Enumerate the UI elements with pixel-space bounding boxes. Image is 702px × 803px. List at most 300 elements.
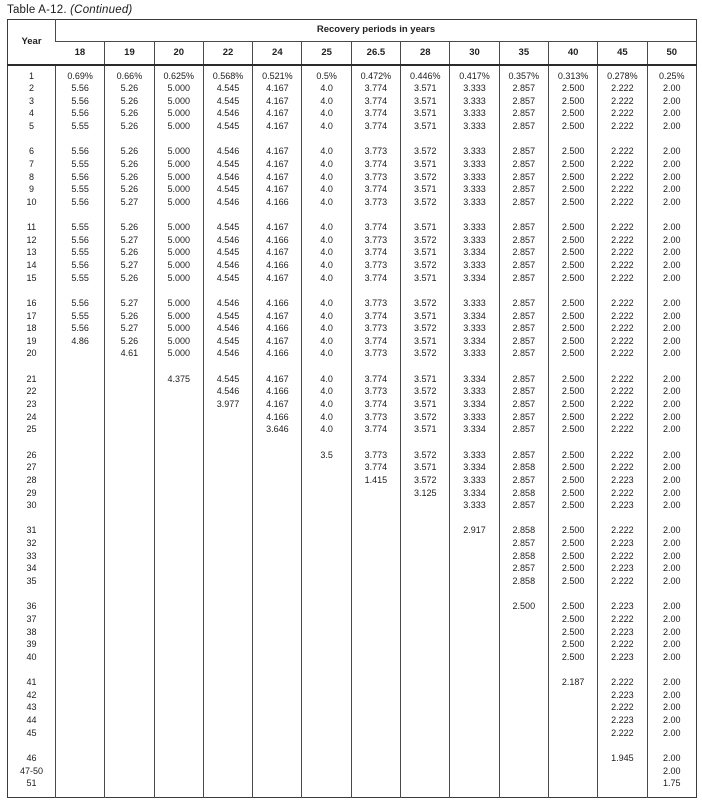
rate-value-cell: 4.546 (203, 259, 252, 272)
rate-value-cell: 2.223 (598, 714, 647, 727)
rate-value-cell (154, 550, 203, 563)
rate-value-cell: 0.66% (105, 65, 154, 82)
rate-value-cell: 5.55 (56, 272, 105, 285)
rate-value-cell (302, 701, 351, 714)
rate-value-cell: 3.333 (450, 234, 499, 247)
rate-value-cell (203, 550, 252, 563)
table-row (8, 234, 697, 247)
rate-value-cell (105, 676, 154, 689)
rate-value-cell (154, 474, 203, 487)
rate-value-cell (105, 373, 154, 386)
table-row (8, 309, 697, 322)
spacer-cell (203, 360, 252, 373)
year-cell: 11 (26, 222, 37, 233)
rate-value-cell: 3.333 (450, 322, 499, 335)
rate-value-cell (351, 575, 400, 588)
rate-value-cell: 3.774 (351, 107, 400, 120)
rate-value-cell: 2.857 (499, 448, 548, 461)
rate-value-cell: 3.333 (450, 183, 499, 196)
table-row (8, 158, 697, 171)
rate-value-cell: 3.773 (351, 385, 400, 398)
rate-value-cell: 4.545 (203, 246, 252, 259)
table-row (8, 461, 697, 474)
rate-value-cell (351, 625, 400, 638)
rate-value-cell: 2.500 (548, 221, 597, 234)
header-group-row (8, 20, 697, 42)
rate-value-cell (450, 676, 499, 689)
rate-value-cell (56, 550, 105, 563)
year-cell: 29 (26, 487, 37, 498)
spacer-cell (203, 284, 252, 297)
rate-value-cell (401, 752, 450, 765)
spacer-cell (598, 284, 647, 297)
spacer-cell (154, 436, 203, 449)
spacer-cell (548, 512, 597, 525)
rate-value-cell (56, 347, 105, 360)
rate-value-cell: 3.572 (401, 297, 450, 310)
rate-value-cell: 0.313% (548, 65, 597, 82)
group-spacer-row (8, 588, 697, 601)
rate-value-cell (105, 689, 154, 702)
rate-value-cell: 2.223 (598, 562, 647, 575)
spacer-cell (499, 208, 548, 221)
rate-value-cell (203, 448, 252, 461)
rate-value-cell: 5.26 (105, 246, 154, 259)
rate-value-cell: 2.222 (598, 107, 647, 120)
rate-value-cell: 4.167 (253, 120, 302, 133)
rate-value-cell: 3.334 (450, 309, 499, 322)
table-row (8, 499, 697, 512)
spacer-cell (450, 512, 499, 525)
rate-value-cell: 2.857 (499, 373, 548, 386)
spacer-cell (302, 588, 351, 601)
rate-value-cell: 4.375 (154, 373, 203, 386)
rate-value-cell (105, 651, 154, 664)
period-header-cell: 22 (203, 42, 252, 65)
rate-value-cell (499, 777, 548, 797)
year-cell: 14 (26, 259, 37, 270)
spacer-cell (499, 360, 548, 373)
group-spacer-row (8, 663, 697, 676)
rate-value-cell: 2.857 (499, 82, 548, 95)
rate-value-cell: 2.857 (499, 474, 548, 487)
period-header-cell: 35 (499, 42, 548, 65)
rate-value-cell (401, 638, 450, 651)
rate-value-cell (401, 689, 450, 702)
rate-value-cell: 2.500 (548, 385, 597, 398)
spacer-cell (154, 663, 203, 676)
rate-value-cell (203, 537, 252, 550)
rate-value-cell: 2.222 (598, 196, 647, 209)
table-row (8, 107, 697, 120)
rate-value-cell: 2.500 (548, 613, 597, 626)
rate-value-cell (253, 474, 302, 487)
rate-value-cell (351, 537, 400, 550)
rate-value-cell: 2.222 (598, 272, 647, 285)
rate-value-cell (351, 550, 400, 563)
rate-value-cell (351, 765, 400, 778)
rate-value-cell (56, 625, 105, 638)
rate-value-cell (450, 600, 499, 613)
table-row (8, 297, 697, 310)
spacer-cell (450, 360, 499, 373)
table-row (8, 322, 697, 335)
rate-value-cell (56, 499, 105, 512)
spacer-cell (450, 436, 499, 449)
year-cell: 18 (26, 323, 37, 334)
rate-value-cell: 2.187 (548, 676, 597, 689)
rate-value-cell (401, 777, 450, 797)
rate-value-cell: 2.857 (499, 272, 548, 285)
rate-value-cell: 2.857 (499, 398, 548, 411)
rate-value-cell (105, 474, 154, 487)
spacer-cell (351, 436, 400, 449)
group-spacer-row (8, 284, 697, 297)
rate-value-cell (105, 613, 154, 626)
rate-value-cell: 1.415 (351, 474, 400, 487)
spacer-cell (401, 436, 450, 449)
rate-value-cell: 2.00 (647, 272, 696, 285)
rate-value-cell: 5.27 (105, 196, 154, 209)
period-header-cell: 28 (401, 42, 450, 65)
spacer-cell (351, 739, 400, 752)
rate-value-cell: 3.572 (401, 259, 450, 272)
period-header-cell: 45 (598, 42, 647, 65)
rate-value-cell: 4.167 (253, 246, 302, 259)
spacer-cell (401, 739, 450, 752)
rate-value-cell (154, 411, 203, 424)
rate-value-cell: 3.774 (351, 120, 400, 133)
rate-value-cell: 5.000 (154, 82, 203, 95)
rate-value-cell (351, 600, 400, 613)
period-header-cell: 26.5 (351, 42, 400, 65)
rate-value-cell (56, 411, 105, 424)
rate-value-cell (105, 486, 154, 499)
rate-value-cell (548, 727, 597, 740)
rate-value-cell: 2.222 (598, 461, 647, 474)
rate-value-cell (548, 714, 597, 727)
rate-value-cell: 2.00 (647, 170, 696, 183)
rate-value-cell (499, 727, 548, 740)
rate-value-cell (203, 752, 252, 765)
rate-value-cell: 2.222 (598, 335, 647, 348)
table-title-prefix: Table A-12. (7, 4, 67, 16)
rate-value-cell: 3.333 (450, 120, 499, 133)
rate-value-cell: 3.334 (450, 246, 499, 259)
table-row (8, 524, 697, 537)
rate-value-cell: 2.500 (548, 398, 597, 411)
rate-value-cell: 4.167 (253, 221, 302, 234)
rate-value-cell: 2.222 (598, 486, 647, 499)
rate-value-cell: 2.222 (598, 170, 647, 183)
rate-value-cell: 0.25% (647, 65, 696, 82)
rate-value-cell: 3.334 (450, 373, 499, 386)
rate-value-cell (154, 777, 203, 797)
year-cell: 39 (26, 639, 37, 650)
rate-value-cell: 3.774 (351, 246, 400, 259)
spacer-cell (647, 132, 696, 145)
rate-value-cell: 0.357% (499, 65, 548, 82)
spacer-year-cell (8, 512, 56, 525)
spacer-year-cell (8, 663, 56, 676)
rate-value-cell: 2.222 (598, 701, 647, 714)
rate-value-cell: 2.500 (548, 234, 597, 247)
rate-value-cell (548, 777, 597, 797)
rate-value-cell: 2.858 (499, 550, 548, 563)
rate-value-cell: 5.000 (154, 347, 203, 360)
rate-value-cell: 2.500 (548, 423, 597, 436)
rate-value-cell: 4.166 (253, 322, 302, 335)
rate-value-cell (302, 638, 351, 651)
table-row (8, 448, 697, 461)
rate-value-cell: 4.546 (203, 347, 252, 360)
rate-value-cell (203, 524, 252, 537)
rate-value-cell (56, 524, 105, 537)
rate-value-cell: 5.26 (105, 120, 154, 133)
rate-value-cell: 2.222 (598, 297, 647, 310)
rate-value-cell: 4.0 (302, 309, 351, 322)
year-cell: 27 (26, 462, 37, 473)
rate-value-cell: 3.774 (351, 309, 400, 322)
rate-value-cell: 2.00 (647, 562, 696, 575)
rate-value-cell (56, 373, 105, 386)
rate-value-cell: 2.500 (548, 461, 597, 474)
rate-value-cell (253, 752, 302, 765)
rate-value-cell (203, 600, 252, 613)
rate-value-cell: 3.774 (351, 373, 400, 386)
rate-value-cell (203, 727, 252, 740)
rate-value-cell: 3.774 (351, 272, 400, 285)
rate-value-cell (598, 765, 647, 778)
rate-value-cell: 3.977 (203, 398, 252, 411)
rate-value-cell: 4.167 (253, 107, 302, 120)
rate-value-cell (253, 448, 302, 461)
rate-value-cell: 3.333 (450, 196, 499, 209)
spacer-cell (499, 588, 548, 601)
rate-value-cell: 2.500 (548, 335, 597, 348)
rate-value-cell (203, 625, 252, 638)
rate-value-cell (56, 398, 105, 411)
rate-value-cell (154, 600, 203, 613)
spacer-cell (499, 512, 548, 525)
rate-value-cell: 2.00 (647, 95, 696, 108)
rate-value-cell (302, 499, 351, 512)
rate-value-cell (351, 701, 400, 714)
rate-value-cell: 5.27 (105, 234, 154, 247)
table-row (8, 676, 697, 689)
rate-value-cell: 4.545 (203, 82, 252, 95)
rate-value-cell: 4.0 (302, 272, 351, 285)
rate-value-cell (253, 701, 302, 714)
spacer-cell (351, 208, 400, 221)
rate-value-cell: 4.167 (253, 82, 302, 95)
rate-value-cell (302, 727, 351, 740)
rate-value-cell: 4.0 (302, 411, 351, 424)
spacer-cell (154, 512, 203, 525)
depreciation-rate-table (7, 19, 697, 798)
rate-value-cell: 5.56 (56, 259, 105, 272)
spacer-year-cell (8, 588, 56, 601)
rate-value-cell: 3.333 (450, 221, 499, 234)
spacer-cell (351, 132, 400, 145)
rate-value-cell (154, 752, 203, 765)
spacer-cell (203, 588, 252, 601)
rate-value-cell: 2.500 (548, 524, 597, 537)
period-header-row (8, 42, 697, 65)
rate-value-cell: 3.572 (401, 385, 450, 398)
rate-value-cell: 2.857 (499, 120, 548, 133)
rate-value-cell: 3.571 (401, 398, 450, 411)
rate-value-cell: 5.26 (105, 158, 154, 171)
spacer-cell (401, 663, 450, 676)
rate-value-cell: 2.857 (499, 347, 548, 360)
rate-value-cell: 2.500 (548, 309, 597, 322)
rate-value-cell: 2.222 (598, 221, 647, 234)
rate-value-cell (105, 765, 154, 778)
rate-value-cell: 3.333 (450, 107, 499, 120)
rate-value-cell: 2.223 (598, 537, 647, 550)
rate-value-cell: 5.56 (56, 196, 105, 209)
rate-value-cell (105, 752, 154, 765)
rate-value-cell: 4.0 (302, 297, 351, 310)
rate-value-cell (203, 638, 252, 651)
rate-value-cell: 2.500 (548, 107, 597, 120)
rate-value-cell: 3.333 (450, 259, 499, 272)
rate-value-cell (302, 765, 351, 778)
rate-value-cell: 3.571 (401, 246, 450, 259)
rate-value-cell: 5.55 (56, 309, 105, 322)
rate-value-cell: 2.00 (647, 385, 696, 398)
rate-value-cell: 2.500 (548, 158, 597, 171)
rate-value-cell: 2.222 (598, 398, 647, 411)
rate-value-cell: 2.00 (647, 145, 696, 158)
rate-value-cell: 2.500 (548, 638, 597, 651)
rate-value-cell: 3.773 (351, 347, 400, 360)
rate-value-cell: 0.278% (598, 65, 647, 82)
rate-value-cell (253, 765, 302, 778)
rate-value-cell (450, 727, 499, 740)
spacer-cell (253, 132, 302, 145)
rate-value-cell: 2.00 (647, 309, 696, 322)
rate-value-cell: 2.00 (647, 335, 696, 348)
rate-value-cell: 2.857 (499, 537, 548, 550)
rate-value-cell: 4.167 (253, 272, 302, 285)
rate-value-cell (351, 562, 400, 575)
rate-value-cell: 3.571 (401, 423, 450, 436)
rate-value-cell: 2.500 (548, 297, 597, 310)
rate-value-cell: 2.00 (647, 373, 696, 386)
rate-value-cell: 2.222 (598, 183, 647, 196)
rate-value-cell: 3.333 (450, 474, 499, 487)
spacer-cell (56, 663, 105, 676)
rate-value-cell: 2.222 (598, 411, 647, 424)
rate-value-cell: 2.917 (450, 524, 499, 537)
spacer-cell (253, 208, 302, 221)
spacer-cell (56, 132, 105, 145)
rate-value-cell (154, 714, 203, 727)
year-cell: 32 (26, 538, 37, 549)
rate-value-cell (401, 676, 450, 689)
spacer-cell (105, 739, 154, 752)
rate-value-cell: 2.500 (548, 246, 597, 259)
rate-value-cell: 4.0 (302, 398, 351, 411)
rate-value-cell: 2.223 (598, 689, 647, 702)
spacer-year-cell (8, 208, 56, 221)
rate-value-cell: 4.167 (253, 335, 302, 348)
spacer-cell (56, 588, 105, 601)
rate-value-cell: 5.000 (154, 183, 203, 196)
rate-value-cell: 5.000 (154, 120, 203, 133)
spacer-cell (598, 512, 647, 525)
rate-value-cell (351, 638, 400, 651)
year-cell: 35 (26, 576, 37, 586)
rate-value-cell (105, 625, 154, 638)
rate-value-cell: 0.625% (154, 65, 203, 82)
spacer-cell (154, 132, 203, 145)
spacer-cell (56, 739, 105, 752)
rate-value-cell (351, 689, 400, 702)
spacer-cell (598, 663, 647, 676)
rate-value-cell: 2.222 (598, 158, 647, 171)
rate-value-cell: 2.500 (548, 95, 597, 108)
year-cell: 22 (26, 386, 37, 397)
rate-value-cell: 3.572 (401, 322, 450, 335)
table-title (7, 4, 702, 16)
table-title-continued: (Continued) (70, 4, 133, 16)
spacer-cell (598, 588, 647, 601)
rate-value-cell (401, 651, 450, 664)
rate-value-cell (105, 777, 154, 797)
rate-value-cell: 4.167 (253, 145, 302, 158)
rate-value-cell: 2.00 (647, 714, 696, 727)
rate-value-cell: 2.500 (548, 550, 597, 563)
rate-value-cell: 5.55 (56, 158, 105, 171)
rate-value-cell: 5.26 (105, 107, 154, 120)
rate-value-cell: 3.773 (351, 411, 400, 424)
spacer-cell (499, 436, 548, 449)
rate-value-cell: 2.857 (499, 423, 548, 436)
rate-value-cell: 3.125 (401, 486, 450, 499)
rate-value-cell: 2.500 (499, 600, 548, 613)
rate-value-cell (154, 461, 203, 474)
group-spacer-row (8, 208, 697, 221)
rate-value-cell (253, 562, 302, 575)
rate-value-cell: 2.222 (598, 145, 647, 158)
rate-value-cell: 4.167 (253, 398, 302, 411)
rate-value-cell: 3.571 (401, 221, 450, 234)
rate-value-cell: 5.27 (105, 297, 154, 310)
rate-value-cell (56, 562, 105, 575)
spacer-cell (253, 739, 302, 752)
table-row (8, 423, 697, 436)
rate-value-cell (499, 701, 548, 714)
spacer-cell (548, 588, 597, 601)
spacer-cell (203, 663, 252, 676)
rate-value-cell: 3.774 (351, 461, 400, 474)
spacer-cell (154, 284, 203, 297)
rate-value-cell: 5.56 (56, 170, 105, 183)
rate-value-cell: 5.26 (105, 95, 154, 108)
year-column-header: Year (8, 20, 56, 65)
rate-value-cell: 2.500 (548, 120, 597, 133)
rate-value-cell: 3.333 (450, 82, 499, 95)
rate-value-cell: 3.571 (401, 373, 450, 386)
period-header-cell: 20 (154, 42, 203, 65)
rate-value-cell (154, 499, 203, 512)
rate-value-cell: 3.571 (401, 82, 450, 95)
rate-value-cell: 0.417% (450, 65, 499, 82)
rate-value-cell: 2.00 (647, 398, 696, 411)
